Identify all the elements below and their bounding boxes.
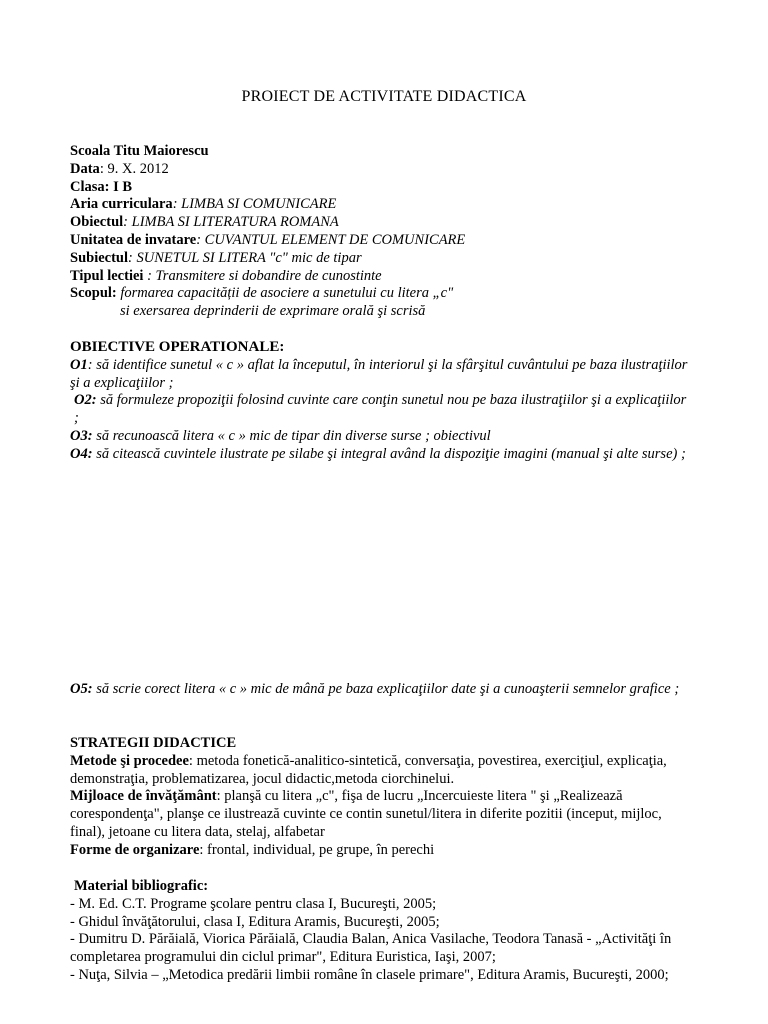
bibliography-item: - Nuţa, Silvia – „Metodica predării limbii române în clasele primare", Editura Aramis, Bucureşti, 2000; bbox=[70, 966, 669, 983]
o4-label: O4: bbox=[70, 445, 93, 462]
bibliography-item: - Ghidul învăţătorului, clasa I, Editura Aramis, Bucureşti, 2005; bbox=[70, 913, 440, 930]
scopul-label: Scopul: bbox=[70, 285, 117, 302]
objective-o3 bbox=[70, 428, 690, 446]
clasa-value: I B bbox=[109, 178, 133, 195]
unitatea-line bbox=[70, 232, 690, 250]
o2-text: să formuleze propoziţii folosind cuvinte care conţin sunetul nou pe baza ilustraţiilor şi a explicaţiilor ; bbox=[74, 392, 687, 427]
o3-label: O3: bbox=[70, 427, 93, 444]
subiectul-label: Subiectul bbox=[70, 249, 129, 266]
obiectul-value: : LIMBA SI LITERATURA ROMANA bbox=[123, 214, 339, 231]
clasa-label: Clasa: bbox=[70, 178, 110, 195]
page-title: PROIECT DE ACTIVITATE DIDACTICA bbox=[241, 88, 527, 105]
objective-o4 bbox=[70, 446, 690, 464]
mijloace-label: Mijloace de învăţământ bbox=[70, 788, 217, 805]
data-label: Data bbox=[70, 160, 100, 177]
scopul-value-1: formarea capacității de asociere a sunetului cu litera „c" bbox=[116, 285, 454, 302]
strategies-heading: STRATEGII DIDACTICE bbox=[70, 735, 237, 751]
objectives-heading: OBIECTIVE OPERATIONALE: bbox=[70, 339, 285, 355]
objective-o2 bbox=[70, 392, 690, 428]
tipul-line bbox=[70, 268, 690, 286]
header-info bbox=[70, 143, 690, 321]
data-line bbox=[70, 161, 690, 179]
mijloace-text: : planşă cu litera „c", fişa de lucru „Incercuieste litera " şi „Realizează corespondenţa", planşe ce ilustrează cuvinte ce contin sunetul/litera in diferite pozitii (inceput, mijloc, final), jetoane cu litera data, stelaj, alfabetar bbox=[70, 788, 662, 840]
o2-label: O2: bbox=[74, 392, 97, 409]
obiectul-line bbox=[70, 214, 690, 232]
subiectul-line bbox=[70, 250, 690, 268]
o1-text: : să identifice sunetul « c » aflat la începutul, în interiorul şi la sfârşitul cuvântului pe baza ilustraţiilor şi a explicaţiilor ; bbox=[70, 356, 688, 391]
forme-label: Forme de organizare bbox=[70, 841, 200, 858]
clasa-line bbox=[70, 179, 690, 197]
objective-o1 bbox=[70, 357, 690, 393]
o4-text: să citească cuvintele ilustrate pe silabe şi integral având la dispoziţie imagini (manual şi alte surse) ; bbox=[92, 445, 686, 462]
bibliography-section bbox=[70, 878, 690, 985]
metode-text: : metoda fonetică-analitico-sintetică, conversaţia, povestirea, exerciţiul, explicaţia, demonstraţia, problematizarea, jocul didactic,metoda ciorchinelui. bbox=[70, 752, 667, 787]
o1-label: O1 bbox=[70, 356, 88, 373]
objective-o5 bbox=[70, 681, 690, 699]
scoala-line: Scoala Titu Maiorescu bbox=[70, 143, 209, 159]
o5-text: să scrie corect litera « c » mic de mână pe baza explicaţiilor date şi a cunoaşterii semnelor grafice ; bbox=[92, 681, 680, 697]
objective-o5-block bbox=[70, 681, 690, 699]
aria-label: Aria curriculara bbox=[70, 196, 173, 213]
metode-paragraph bbox=[70, 753, 690, 789]
aria-value: : LIMBA SI COMUNICARE bbox=[172, 196, 337, 213]
tipul-value: : Transmitere si dobandire de cunostinte bbox=[143, 267, 382, 284]
data-value: : 9. X. 2012 bbox=[99, 160, 169, 177]
unitatea-value: : CUVANTUL ELEMENT DE COMUNICARE bbox=[196, 231, 466, 248]
strategies-section bbox=[70, 735, 690, 860]
o3-text: să recunoască litera « c » mic de tipar din diverse surse ; obiectivul bbox=[92, 427, 491, 444]
aria-line bbox=[70, 196, 690, 214]
o5-label: O5: bbox=[70, 681, 93, 697]
bibliography-item: - M. Ed. C.T. Programe şcolare pentru clasa I, Bucureşti, 2005; bbox=[70, 895, 437, 912]
scopul-continuation: si exersarea deprinderii de exprimare orală şi scrisă bbox=[120, 303, 426, 320]
subiectul-value: : SUNETUL SI LITERA "c" mic de tipar bbox=[128, 249, 362, 266]
bibliography-item: - Dumitru D. Părăială, Viorica Părăială, Claudia Balan, Anica Vasilache, Teodora Tanasă - „Activităţi în completarea programului din ciclul primar", Editura Euristica, Iaşi, 2007; bbox=[70, 931, 672, 966]
obiectul-label: Obiectul bbox=[70, 214, 124, 231]
unitatea-label: Unitatea de invatare bbox=[70, 231, 197, 248]
objectives-section bbox=[70, 339, 690, 464]
metode-label: Metode şi procedee bbox=[70, 752, 189, 769]
tipul-label: Tipul lectiei bbox=[70, 267, 144, 284]
mijloace-paragraph bbox=[70, 788, 690, 841]
bibliography-heading: Material bibliografic: bbox=[74, 878, 209, 894]
scopul-line bbox=[70, 285, 690, 303]
forme-text: : frontal, individual, pe grupe, în perechi bbox=[199, 841, 435, 858]
forme-paragraph bbox=[70, 842, 690, 860]
